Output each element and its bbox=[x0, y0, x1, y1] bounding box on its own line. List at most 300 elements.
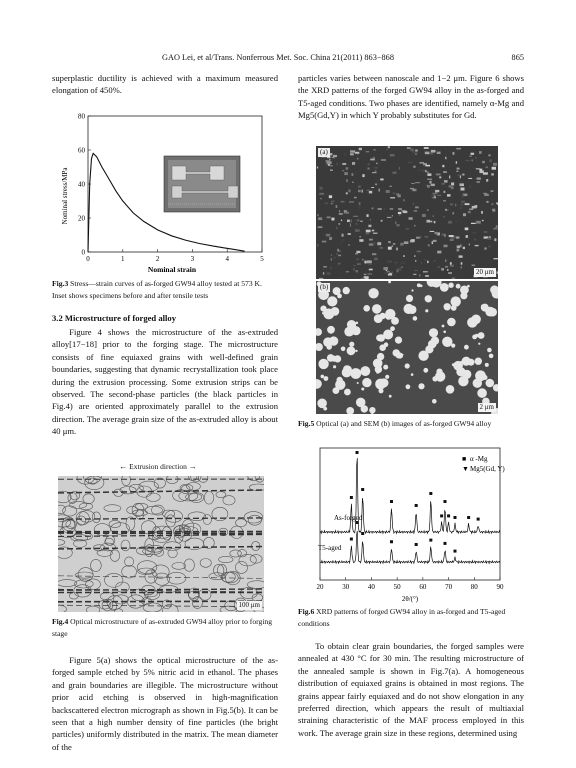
fig5a-texture bbox=[465, 228, 469, 231]
fig5-paragraph: Figure 5(a) shows the optical microstructure of the as-forged sample etched by 5% nitric acid in ethanol. The phases and grain boundaries are illegible. The microstructure without prior acid etching is observed in high-magnification backscattered electron micrograph as shown in Fig.5(b). It can be seen that a high number density of fine particles (the bright particles) uniformly distributed in the matrix. The mean diameter of the bbox=[52, 655, 278, 752]
fig5a-texture bbox=[346, 271, 349, 272]
fig4-grain bbox=[122, 476, 131, 486]
fig5a-texture bbox=[399, 167, 400, 170]
fig5b-particle bbox=[321, 375, 325, 379]
fig5a-texture bbox=[415, 182, 420, 183]
fig5a-texture bbox=[433, 240, 437, 242]
fig5a-texture bbox=[413, 151, 418, 154]
fig4-grain bbox=[203, 515, 211, 525]
fig5b-particle bbox=[357, 382, 359, 384]
fig5a-texture bbox=[366, 151, 370, 152]
fig5b-particle bbox=[472, 335, 477, 340]
fig3-inset-photo bbox=[164, 156, 240, 212]
fig5a-texture bbox=[432, 241, 434, 244]
fig6-series-line-1 bbox=[320, 531, 500, 563]
fig5a-texture bbox=[427, 209, 429, 210]
fig4-grain bbox=[219, 556, 233, 562]
fig5a-texture bbox=[338, 255, 341, 257]
fig5a-texture bbox=[447, 269, 448, 271]
fig5a-texture bbox=[461, 266, 462, 268]
fig6-peak-marker bbox=[415, 543, 418, 546]
fig5a-texture bbox=[320, 187, 323, 190]
fig5b-particle bbox=[411, 373, 414, 376]
fig5a-texture bbox=[388, 241, 391, 243]
fig4-extrusion-strip bbox=[58, 490, 264, 493]
fig5a-texture bbox=[377, 242, 381, 245]
fig5a-texture bbox=[331, 201, 334, 203]
fig5a-texture bbox=[425, 275, 429, 277]
fig4-grain bbox=[220, 606, 237, 612]
fig5a-texture bbox=[479, 169, 482, 171]
fig5a-texture bbox=[419, 274, 420, 276]
fig5a-texture bbox=[379, 189, 380, 192]
fig5a-texture bbox=[486, 201, 488, 203]
fig5a-texture bbox=[422, 214, 426, 217]
fig5a-texture bbox=[331, 203, 333, 204]
fig5a-texture bbox=[381, 159, 386, 161]
fig6-peak-marker bbox=[415, 504, 418, 507]
fig5b-particle bbox=[464, 345, 469, 350]
fig5a-texture bbox=[420, 162, 425, 163]
fig4-grain bbox=[104, 505, 121, 512]
fig4-grain bbox=[143, 603, 162, 612]
fig5a-texture bbox=[390, 186, 392, 187]
fig5b-particle bbox=[389, 395, 392, 398]
fig5b-particle bbox=[477, 388, 487, 398]
fig6-peak-marker bbox=[350, 496, 353, 499]
fig5a-texture bbox=[392, 271, 393, 274]
fig5a-texture bbox=[484, 247, 486, 249]
fig5a-texture bbox=[396, 193, 399, 195]
fig5a-texture bbox=[431, 150, 436, 153]
fig5a-texture bbox=[416, 237, 419, 239]
fig5b-particle bbox=[373, 361, 375, 363]
fig5a-texture bbox=[317, 215, 319, 216]
fig5a-texture bbox=[368, 264, 372, 265]
fig5a-texture bbox=[415, 270, 418, 271]
fig5a-texture bbox=[333, 257, 336, 259]
fig3-x-tick-label: 5 bbox=[260, 255, 264, 263]
fig5a-texture bbox=[330, 165, 333, 166]
fig4-grain bbox=[86, 606, 99, 612]
fig6-peak-marker bbox=[390, 500, 393, 503]
fig5b-particle bbox=[429, 328, 438, 337]
fig5b-particle bbox=[493, 384, 498, 391]
fig5a-texture bbox=[338, 223, 340, 224]
fig5b-particle bbox=[485, 363, 489, 367]
fig3-caption: Fig.3 Stress—strain curves of as-forged GW94 alloy tested at 573 K. Inset shows specimens before and after tensile tests bbox=[52, 279, 262, 300]
fig3-stress-strain-chart bbox=[56, 106, 278, 276]
fig5a-texture bbox=[430, 231, 435, 232]
fig5b-particle bbox=[316, 343, 323, 351]
fig5a-texture bbox=[377, 162, 378, 165]
fig5a-texture bbox=[477, 178, 481, 180]
fig5a-texture bbox=[449, 185, 452, 187]
fig5b-scale-label: 2 μm bbox=[479, 403, 494, 411]
fig6-peak-marker bbox=[447, 514, 450, 517]
fig6-series-label-as-forged: As-forged bbox=[334, 514, 363, 522]
fig3-x-tick-label: 3 bbox=[190, 255, 195, 263]
fig5a-texture bbox=[489, 154, 491, 156]
fig3-y-tick-label: 0 bbox=[81, 248, 85, 257]
fig5a-texture bbox=[336, 205, 338, 208]
fig5b-particle bbox=[406, 295, 413, 302]
fig5a-texture bbox=[401, 262, 406, 265]
fig5b-particle bbox=[478, 343, 480, 345]
fig5a-texture bbox=[358, 206, 359, 209]
fig5a-texture bbox=[355, 253, 358, 254]
fig5b-particle bbox=[333, 365, 336, 368]
fig5b-particle bbox=[320, 306, 326, 312]
fig5a-texture bbox=[350, 150, 355, 152]
fig5a-texture bbox=[450, 239, 454, 241]
fig5b-particle bbox=[375, 379, 386, 390]
fig5a-texture bbox=[431, 195, 434, 198]
fig5b-particle bbox=[460, 286, 469, 295]
fig5a-texture bbox=[331, 218, 334, 221]
fig5a-texture bbox=[352, 182, 353, 183]
fig5a-texture bbox=[366, 232, 369, 234]
fig5a-texture bbox=[366, 230, 371, 233]
fig5a-texture bbox=[330, 267, 331, 270]
fig5a-texture bbox=[460, 183, 465, 186]
fig5a-texture bbox=[341, 239, 344, 241]
fig5a-texture bbox=[327, 161, 332, 164]
fig5b-particle bbox=[351, 326, 360, 335]
fig5b-particle bbox=[440, 283, 449, 292]
fig5a-texture bbox=[494, 238, 496, 241]
fig5a-texture bbox=[357, 220, 360, 222]
fig5b-particle bbox=[442, 325, 445, 328]
fig5a-texture bbox=[445, 259, 446, 262]
fig5a-texture bbox=[461, 202, 463, 205]
fig5a-texture bbox=[358, 190, 361, 192]
fig5a-texture bbox=[372, 253, 376, 255]
fig5b-label: (b) bbox=[320, 283, 329, 291]
fig5a-texture bbox=[433, 215, 434, 216]
fig5b-particle bbox=[355, 350, 357, 352]
fig5b-particle bbox=[356, 322, 359, 325]
fig5a-texture bbox=[344, 172, 348, 175]
fig5b-particle bbox=[372, 304, 382, 314]
fig3-x-tick-label: 0 bbox=[86, 255, 90, 263]
fig5a-texture bbox=[364, 261, 366, 264]
fig5a-texture bbox=[415, 150, 418, 152]
fig5a-texture bbox=[337, 251, 341, 252]
fig5a-texture bbox=[342, 234, 344, 237]
fig5a-texture bbox=[327, 272, 331, 275]
fig4-grain bbox=[204, 492, 214, 505]
fig5a-texture bbox=[492, 167, 496, 170]
fig4-grain bbox=[200, 559, 211, 568]
fig5a-texture bbox=[355, 152, 359, 154]
fig4-grain bbox=[248, 476, 260, 481]
fig5a-texture bbox=[358, 186, 361, 188]
fig5b-particle bbox=[490, 285, 498, 294]
fig4-grain bbox=[216, 492, 226, 498]
fig5a-texture bbox=[386, 190, 390, 193]
fig5b-particle bbox=[425, 309, 428, 312]
fig5a-label: (a) bbox=[320, 148, 328, 156]
fig5a-texture bbox=[428, 244, 430, 246]
fig5a-texture bbox=[447, 194, 451, 196]
fig5a-texture bbox=[330, 170, 333, 171]
fig5b-particle bbox=[467, 317, 477, 327]
fig4-grain-texture bbox=[58, 476, 264, 612]
fig5a-texture bbox=[366, 190, 369, 192]
fig5a-texture bbox=[387, 271, 390, 273]
fig5a-texture bbox=[445, 266, 448, 268]
fig5a-texture bbox=[399, 214, 400, 216]
fig4-grain bbox=[109, 520, 121, 527]
fig4-grain bbox=[69, 501, 87, 508]
fig5a-texture bbox=[359, 202, 361, 205]
fig5a-texture bbox=[433, 193, 437, 195]
fig6-x-tick-label: 30 bbox=[342, 583, 350, 591]
fig5a-texture bbox=[328, 164, 330, 166]
fig5b-particle bbox=[361, 405, 368, 412]
fig5a-texture bbox=[364, 274, 367, 275]
fig5a-texture bbox=[348, 224, 350, 227]
fig5a-texture bbox=[396, 224, 400, 226]
fig5a-texture bbox=[331, 258, 332, 260]
fig5a-texture bbox=[353, 265, 356, 266]
fig5a-texture bbox=[333, 155, 337, 157]
fig5a-texture bbox=[360, 221, 363, 222]
fig4-grain bbox=[235, 561, 247, 573]
fig5b-particle bbox=[436, 369, 442, 375]
fig5a-texture bbox=[448, 209, 449, 211]
fig5a-texture bbox=[457, 171, 459, 172]
fig5a-texture bbox=[341, 220, 342, 222]
fig5b-particle bbox=[362, 378, 371, 387]
fig5a-texture bbox=[488, 246, 491, 248]
fig5a-texture bbox=[344, 153, 346, 156]
fig5a-texture bbox=[414, 225, 415, 227]
fig4-caption: Fig.4 Optical microstructure of as-extruded GW94 alloy prior to forging stage bbox=[52, 617, 273, 638]
fig5b-particle bbox=[324, 376, 329, 381]
fig4-grain bbox=[145, 538, 154, 551]
fig5a-texture bbox=[450, 262, 452, 265]
fig5b-particle bbox=[361, 388, 364, 391]
fig5a-texture bbox=[444, 234, 446, 237]
fig5b-particle bbox=[318, 359, 328, 369]
fig5b-particle bbox=[456, 284, 461, 289]
fig5a-texture bbox=[346, 192, 348, 194]
fig5a-texture bbox=[340, 241, 342, 244]
fig3-x-axis-label: Nominal strain bbox=[147, 265, 197, 274]
fig5a-texture bbox=[494, 258, 499, 259]
fig5a-texture bbox=[449, 235, 454, 237]
fig5b-particle bbox=[489, 354, 494, 359]
fig5a-texture bbox=[486, 166, 488, 168]
fig5a-texture bbox=[454, 220, 458, 223]
fig5a-texture bbox=[436, 174, 441, 176]
fig6-caption: Fig.6 XRD patterns of forged GW94 alloy in as-forged and T5-aged conditions bbox=[298, 607, 506, 628]
fig4-grain bbox=[121, 540, 130, 551]
fig5b-particle bbox=[337, 294, 342, 299]
fig5a-texture bbox=[482, 161, 485, 163]
fig5a-texture bbox=[455, 204, 456, 207]
fig5a-texture bbox=[398, 208, 402, 210]
fig5a-texture bbox=[348, 190, 350, 193]
fig5a-texture bbox=[491, 173, 494, 175]
fig5a-texture bbox=[456, 161, 457, 163]
fig5a-texture bbox=[484, 231, 488, 233]
fig5a-texture bbox=[484, 194, 489, 196]
fig5a-texture bbox=[423, 170, 425, 172]
fig5b-particle bbox=[327, 354, 335, 362]
fig6-peak-marker bbox=[454, 516, 457, 519]
fig5a-texture bbox=[475, 157, 477, 158]
fig5a-texture bbox=[435, 190, 439, 192]
fig5a-texture bbox=[367, 260, 372, 263]
fig5a-texture bbox=[433, 260, 436, 261]
fig4-grain bbox=[239, 554, 256, 566]
fig5a-texture bbox=[397, 270, 399, 273]
fig6-peak-marker bbox=[443, 500, 446, 503]
fig5b-particle bbox=[334, 355, 341, 362]
fig5a-texture bbox=[437, 251, 441, 254]
fig5b-particle bbox=[374, 314, 383, 323]
fig5a-texture bbox=[457, 168, 460, 170]
fig5a-texture bbox=[346, 179, 347, 182]
fig5a-texture bbox=[456, 148, 461, 150]
fig5a-texture bbox=[471, 223, 476, 224]
fig6-peak-marker bbox=[440, 514, 443, 517]
fig4-grain bbox=[186, 493, 202, 500]
fig4-grain bbox=[125, 557, 134, 567]
fig5a-texture bbox=[387, 217, 392, 218]
fig6-peak-marker bbox=[350, 538, 353, 541]
fig5b-particle bbox=[458, 376, 468, 386]
fig3-y-tick-label: 60 bbox=[78, 146, 85, 155]
fig5a-texture bbox=[317, 167, 318, 169]
fig5b-particle bbox=[475, 358, 482, 365]
fig5a-texture bbox=[496, 204, 497, 205]
fig5b-particle bbox=[349, 342, 354, 347]
fig5b-particle bbox=[385, 313, 391, 319]
fig5a-texture bbox=[393, 192, 396, 195]
fig4-grain bbox=[74, 585, 92, 597]
fig5a-texture bbox=[356, 251, 360, 253]
fig6-x-tick-label: 90 bbox=[496, 583, 504, 591]
fig5a-texture bbox=[476, 168, 480, 169]
fig5a-texture bbox=[418, 170, 422, 171]
fig5b-particle bbox=[343, 287, 350, 294]
fig5a-texture bbox=[480, 243, 485, 244]
fig5a-texture bbox=[392, 246, 394, 247]
fig5a-texture bbox=[372, 230, 374, 232]
fig5b-particle bbox=[395, 337, 402, 344]
fig6-legend bbox=[462, 455, 505, 473]
fig5a-texture bbox=[393, 172, 397, 174]
fig3-y-axis-label: Nominal stress/MPa bbox=[61, 167, 69, 225]
fig4-grain bbox=[147, 545, 163, 552]
fig5b-particle bbox=[350, 368, 361, 379]
fig5a-texture bbox=[321, 263, 323, 264]
fig5a-texture bbox=[384, 208, 385, 210]
fig5a-texture bbox=[444, 191, 446, 193]
fig5a-texture bbox=[363, 259, 364, 261]
fig5a-texture bbox=[395, 221, 396, 224]
fig5a-texture bbox=[488, 237, 491, 238]
fig3-x-tick-label: 4 bbox=[225, 255, 229, 263]
fig5a-texture bbox=[443, 171, 447, 173]
fig4-grain bbox=[188, 512, 206, 521]
fig5b-particle bbox=[327, 326, 335, 334]
fig5b-particle bbox=[347, 346, 356, 355]
fig5a-texture bbox=[374, 258, 378, 261]
fig4-grain bbox=[58, 505, 66, 514]
page-number: 865 bbox=[511, 53, 524, 62]
fig5a-texture bbox=[325, 202, 328, 204]
fig5a-texture bbox=[472, 265, 476, 266]
fig5b-particle bbox=[363, 305, 370, 312]
fig5b-particle bbox=[385, 375, 389, 379]
fig6-x-tick-label: 40 bbox=[367, 583, 375, 591]
fig5a-texture bbox=[487, 238, 492, 240]
fig5a-texture bbox=[423, 271, 428, 272]
fig5a-texture bbox=[353, 268, 354, 271]
fig6-xrd-chart bbox=[312, 444, 508, 604]
fig5a-texture bbox=[318, 217, 322, 220]
fig5b-particle bbox=[485, 307, 495, 317]
fig5a-texture bbox=[345, 212, 349, 214]
fig5a-texture bbox=[339, 210, 340, 212]
fig5a-texture bbox=[357, 264, 361, 265]
fig5a-texture bbox=[359, 239, 363, 242]
fig5a-texture bbox=[367, 273, 372, 275]
fig4-grain bbox=[58, 580, 77, 587]
fig4-grain bbox=[136, 510, 144, 520]
fig5a-texture bbox=[471, 205, 475, 207]
fig4-grain bbox=[167, 572, 186, 584]
fig5a-texture bbox=[459, 255, 463, 257]
fig5a-texture bbox=[441, 268, 444, 270]
fig5a-texture bbox=[493, 163, 497, 166]
fig5a-texture bbox=[320, 198, 322, 199]
fig5a-texture bbox=[415, 260, 416, 262]
fig5a-texture bbox=[437, 152, 441, 154]
fig5a-texture bbox=[457, 249, 460, 252]
fig6-x-tick-label: 20 bbox=[316, 583, 324, 591]
fig5a-texture bbox=[434, 232, 438, 234]
fig4-grain bbox=[192, 596, 202, 608]
fig5a-texture bbox=[421, 262, 422, 264]
fig5a-texture bbox=[368, 163, 370, 165]
fig5a-texture bbox=[439, 228, 441, 229]
fig5a-texture bbox=[372, 172, 377, 173]
fig4-grain bbox=[116, 582, 130, 592]
fig5b-particle bbox=[346, 407, 354, 414]
fig5a-texture bbox=[430, 181, 432, 184]
fig4-grain bbox=[199, 589, 211, 600]
fig5a-texture bbox=[462, 174, 464, 176]
fig5a-optical-image bbox=[316, 146, 498, 279]
fig5a-texture bbox=[323, 266, 327, 267]
fig5a-texture bbox=[468, 211, 471, 213]
fig5b-particle bbox=[413, 316, 418, 321]
fig5a-texture bbox=[443, 200, 446, 201]
fig5a-texture bbox=[438, 267, 441, 268]
fig5a-texture bbox=[437, 195, 441, 196]
fig5a-texture bbox=[453, 152, 455, 155]
fig5a-texture bbox=[486, 179, 488, 182]
fig5a-texture bbox=[369, 269, 373, 271]
fig4-grain bbox=[105, 573, 123, 587]
fig5b-particle bbox=[452, 363, 455, 366]
